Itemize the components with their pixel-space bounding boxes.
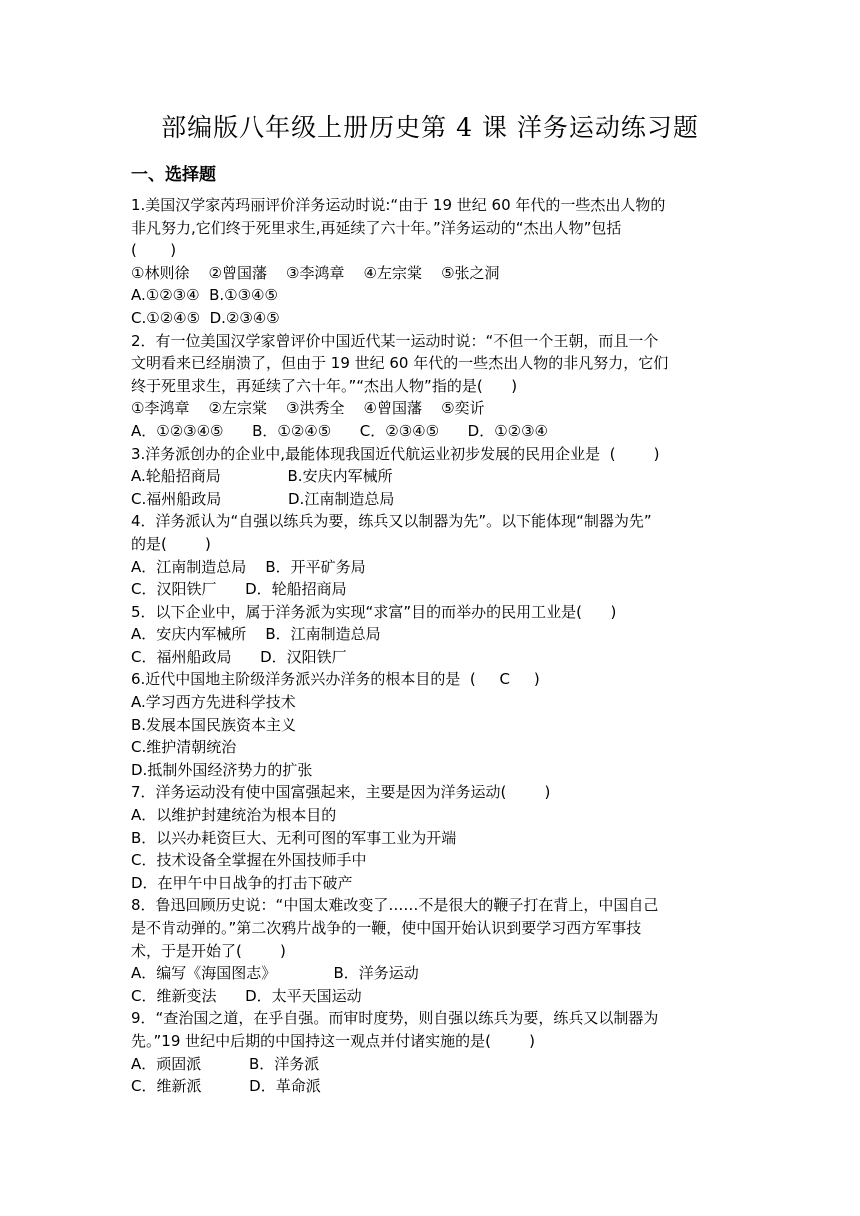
text-line: A.学习西方先进科学技术 — [131, 693, 296, 712]
text-line: A．江南制造总局 B．开平矿务局 — [131, 557, 366, 576]
text-line: D．在甲午中日战争的打击下破产 — [131, 873, 353, 892]
text-line: 是不肯动弹的。”第二次鸦片战争的一鞭，使中国开始认识到要学习西方军事技 — [131, 919, 642, 937]
text-line: 先。”19 世纪中后期的中国持这一观点并付诸实施的是( ) — [131, 1031, 535, 1050]
text-line: 的是( ) — [131, 534, 211, 553]
text-line: A．编写《海国图志》 B．洋务运动 — [131, 964, 419, 983]
text-line: 文明看来已经崩溃了，但由于 19 世纪 60 年代的一些杰出人物的非凡努力，它们 — [131, 354, 669, 373]
text-line: 1.美国汉学家芮玛丽评价洋务运动时说:“由于 19 世纪 60 年代的一些杰出人物的 — [131, 196, 666, 214]
text-line: D.抵制外国经济势力的扩张 — [131, 760, 313, 779]
text-line: 7．洋务运动没有使中国富强起来，主要是因为洋务运动( ) — [131, 783, 551, 802]
text-line: C.福州船政局 D.江南制造总局 — [131, 489, 395, 508]
text-line: 6.近代中国地主阶级洋务派兴办洋务的根本目的是 ( C ) — [131, 670, 540, 689]
text-line: C.①②④⑤ D.②③④⑤ — [131, 308, 280, 327]
text-line: B.发展本国民族资本主义 — [131, 715, 297, 734]
text-line: 非凡努力,它们终于死里求生,再延续了六十年。”洋务运动的“杰出人物”包括 — [131, 218, 622, 237]
text-line: A.①②③④ B.①③④⑤ — [131, 286, 278, 305]
text-line: 3.洋务派创办的企业中,最能体现我国近代航运业初步发展的民用企业是 ( ) — [131, 444, 660, 463]
text-line: 5．以下企业中，属于洋务派为实现“求富”目的而举办的民用工业是( ) — [131, 602, 617, 621]
text-line: C．福州船政局 D．汉阳铁厂 — [131, 647, 347, 666]
text-line: A．以维护封建统治为根本目的 — [131, 806, 337, 825]
text-line: 2．有一位美国汉学家曾评价中国近代某一运动时说：“不但一个王朝，而且一个 — [131, 331, 659, 350]
text-line: 术，于是开始了( ) — [131, 941, 286, 960]
text-line: ①李鸿章 ②左宗棠 ③洪秀全 ④曾国藩 ⑤奕䜣 — [131, 399, 485, 418]
text-line: B．以兴办耗资巨大、无利可图的军事工业为开端 — [131, 828, 457, 847]
text-line: 8．鲁迅回顾历史说：“中国太难改变了……不是很大的鞭子打在背上，中国自己 — [131, 896, 659, 915]
text-line: 终于死里求生，再延续了六十年。”“杰出人物”指的是( ) — [131, 376, 518, 395]
text-line: A.轮船招商局 B.安庆内军械所 — [131, 467, 393, 486]
text-line: A．①②③④⑤ B．①②④⑤ C．②③④⑤ D．①②③④ — [131, 421, 549, 440]
question-list — [131, 194, 731, 1098]
text-line: C．技术设备全掌握在外国技师手中 — [131, 851, 367, 870]
text-line: ( ) — [131, 241, 177, 260]
text-line: A．顽固派 B．洋务派 — [131, 1054, 320, 1073]
text-line: C.维护清朝统治 — [131, 738, 237, 757]
text-line: 9．“查治国之道，在乎自强。而审时度势，则自强以练兵为要，练兵又以制器为 — [131, 1009, 659, 1028]
document-title: 部编版八年级上册历史第 4 课 洋务运动练习题 — [161, 113, 699, 142]
text-line: C．维新派 D．革命派 — [131, 1077, 321, 1096]
text-line: ①林则徐 ②曾国藩 ③李鸿章 ④左宗棠 ⑤张之洞 — [131, 263, 500, 282]
section-heading: 一、选择题 — [131, 165, 216, 185]
text-line: C．汉阳铁厂 D．轮船招商局 — [131, 580, 347, 599]
text-line: 4．洋务派认为“自强以练兵为要，练兵又以制器为先”。以下能体现“制器为先” — [131, 512, 652, 531]
text-line: C．维新变法 D．太平天国运动 — [131, 986, 362, 1005]
text-line: A．安庆内军械所 B．江南制造总局 — [131, 625, 381, 644]
